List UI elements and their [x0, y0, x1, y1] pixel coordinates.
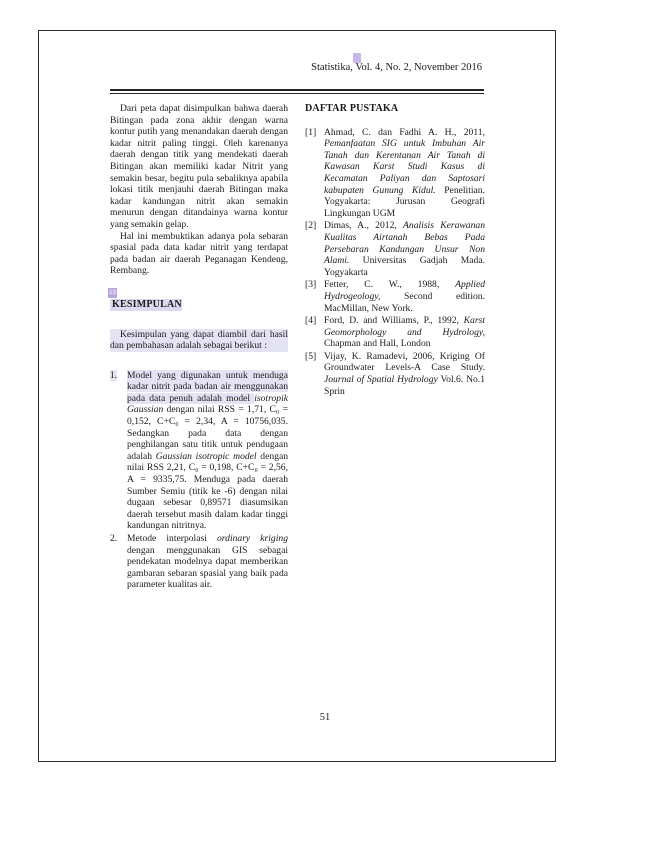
page-number: 51 [319, 712, 331, 723]
reference-item [305, 127, 485, 220]
list-text-italic: ordinary kriging [216, 533, 288, 544]
reference-number: [5] [305, 350, 317, 362]
list-item [110, 370, 288, 532]
reference-text: Vijay, K. Ramadevi, 2006, Kriging Of Groundwater Levels-A Case Study. [324, 350, 485, 374]
reference-number: [4] [305, 315, 317, 327]
reference-item [305, 220, 485, 278]
list-item [110, 533, 288, 591]
conclusion-list [110, 370, 288, 591]
reference-number: [3] [305, 279, 317, 291]
reference-title: Karst Geomorphology and Hydrology, [324, 315, 485, 338]
reference-text: Vol.6. No.1 Sprin [324, 374, 485, 397]
reference-item [305, 351, 485, 397]
reference-title: Applied Hydrogeology, [324, 279, 485, 302]
section-heading: KESIMPULAN [112, 298, 182, 310]
list-number: 1. [110, 369, 118, 381]
body-paragraph: Hal ini membuktikan adanya pola sebaran spasial pada data kadar nitrit yang terdapat pada badan air daerah Peganagan Kendeng, Rembang. [110, 230, 288, 277]
header-rule [110, 93, 484, 94]
list-number: 2. [110, 533, 118, 544]
reference-text: Second edition. MacMillan, New York. [324, 290, 485, 314]
right-column [305, 103, 485, 398]
running-header: Statistika, Vol. 4, No. 2, November 2016 [311, 62, 482, 73]
reference-item [305, 279, 485, 314]
reference-text: Dimas, A., 2012, [324, 220, 404, 232]
left-column [110, 103, 288, 592]
annotation-badge: 13 [109, 289, 116, 296]
list-text: Metode interpolasi [127, 533, 217, 544]
references-heading: DAFTAR PUSTAKA [305, 103, 399, 114]
list-text-italic: isotropik Gaussian [127, 392, 288, 416]
list-text-italic: Gaussian isotropic model [155, 450, 257, 462]
reference-title: Analisis Kerawanan Kualitas Airtanah Bebas Pada Persebaran Kandungan Unsur Non Alami. [324, 220, 485, 267]
section-heading-wrap [109, 289, 288, 311]
reference-text: Fetter, C. W., 1988, [324, 279, 456, 291]
list-text: dengan menggunakan GIS sebagai pendekatan modelnya dapat memberikan gambaran sebaran spasial yang baik pada parameter kualitas air. [127, 544, 288, 591]
reference-number: [2] [305, 220, 317, 232]
reference-text: Ford, D. and Williams, P., 1992, [324, 315, 464, 327]
section-intro: Kesimpulan yang dapat diambil dari hasil dan pembahasan adalah sebagai berikut : [110, 328, 288, 352]
reference-title: Journal of Spatial Hydrology [324, 374, 438, 386]
reference-title: Pemanfaatan SIG untuk Imbuhan Air Tanah dan Kerentanan Air Tanah di Kawasan Karst Studi Kasus di Kecamatan Paliyan dan Saptosari kabupaten Gunung Kidul. [324, 138, 485, 196]
header-rule [110, 89, 484, 91]
reference-text: Universitas Gadjah Mada. Yogyakarta [324, 255, 485, 278]
reference-item [305, 315, 485, 350]
reference-text: Ahmad, C. dan Fadhi A. H., 2011, [324, 126, 485, 138]
reference-number: [1] [305, 126, 317, 138]
list-text: dengan nilai RSS 2,21, C₀ = 0,198, C+C₀ = 2,56, A = 9335,75. Menduga pada daerah Sumber Semiu (titik ke -6) dengan nilai dugaan sebesar 0,89571 diasumsikan daerah tersebut masih dalam kadar tinggi kandungan nitritnya. [127, 450, 288, 532]
reference-text: Penelitian. Yogyakarta: Jurusan Geografi Lingkungan UGM [324, 184, 485, 219]
reference-text: Chapman and Hall, London [324, 338, 431, 350]
body-paragraph: Dari peta dapat disimpulkan bahwa daerah Bitingan pada zona akhir dengan warna kontur putih yang menandakan daerah dengan kadar nitrit paling tinggi. Oleh karenanya daerah dengan titik yang mendekati daerah Bitingan akan memiliki kadar Nitrit yang semakin besar, begitu pula sebaliknya apabila lokasi titik menjauhi daerah Bitingan maka kadar kandungan nitrit akan semakin menurun dengan ditandainya warna kontur yang semakin gelap. [110, 103, 288, 230]
list-text: Model yang digunakan untuk menduga kadar nitrit pada badan air menggunakan pada data penuh adalah model [127, 369, 288, 404]
list-text: dengan nilai RSS = 1,71, C₀ = 0,152, C+C₀ = 2,34, A = 10756,035. Sedangkan pada data dengan penghilangan satu titik untuk pendugaan adalah [127, 404, 288, 462]
